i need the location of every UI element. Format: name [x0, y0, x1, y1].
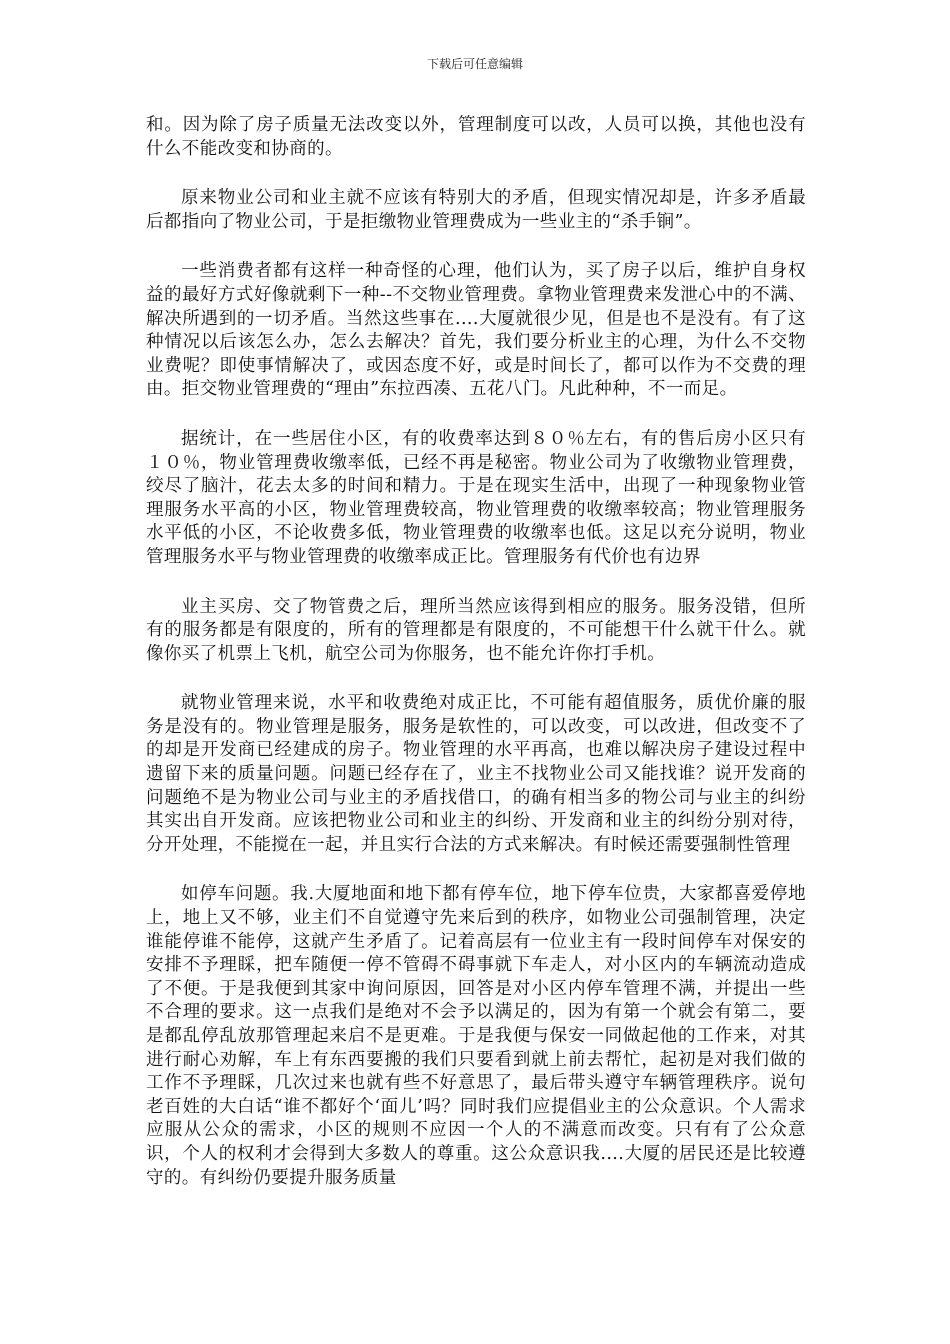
paragraph-consumer-psychology: 一些消费者都有这样一种奇怪的心理，他们认为，买了房子以后，维护自身权益的最好方式好像就剩下一种--不交物业管理费。拿物业管理费来发泄心中的不满、解决所遇到的一切矛盾。当然这些事在....大厦就很少见，但是也不是没有。有了这种情况以后该怎么办，怎么去解决？首先，我们要分析业主的心理，为什么不交物业费呢？即使事情解决了，或因态度不好，或是时间长了，都可以作为不交费的理由。拒交物业管理费的“理由”东拉西凑、五花八门。凡此种种，不一而足。 — [146, 261, 806, 400]
paragraph-parking-issue: 如停车问题。我.大厦地面和地下都有停车位，地下停车位贵，大家都喜爱停地上，地上又不够，业主们不自觉遵守先来后到的秩序，如物业公司强制管理，决定谁能停谁不能停，这就产生矛盾了。记着高层有一位业主有一段时间停车对保安的安排不予理睬，把车随便一停不管碍不碍事就下车走人，对小区内的车辆流动造成了不便。于是我便到其家中询问原因，回答是对小区内停车管理不满，并提出一些不合理的要求。这一点我们是绝对不会予以满足的，因为有第一个就会有第二，要是都乱停乱放那管理起来启不是更难。于是我便与保安一同做起他的工作来，对其进行耐心劝解，车上有东西要搬的我们只要看到就上前去帮忙，起初是对我们做的工作不予理睬，几次过来也就有些不好意思了，最后带头遵守车辆管理秩序。说句老百姓的大白话“谁不都好个‘面儿’吗？同时我们应提倡业主的公众意识。个人需求应服从公众的需求，小区的规则不应因一个人的不满意而改变。只有有了公众意识，个人的权利才会得到大多数人的尊重。这公众意识我....大厦的居民还是比较遵守的。有纠纷仍要提升服务质量 — [146, 884, 806, 1188]
paragraph-service-limits: 业主买房、交了物管费之后，理所当然应该得到相应的服务。服务没错，但所有的服务都是有限度的，所有的管理都是有限度的，不可能想干什么就干什么。就像你买了机票上飞机，航空公司为你服务，也不能允许你打手机。 — [146, 596, 806, 664]
paragraph-continuation: 和。因为除了房子质量无法改变以外，管理制度可以改，人员可以换，其他也没有什么不能改变和协商的。 — [146, 115, 806, 159]
paragraph-statistics: 据统计，在一些居住小区，有的收费率达到８０％左右，有的售后房小区只有１０％，物业管理费收缴率低，已经不再是秘密。物业公司为了收缴物业管理费，绞尽了脑汁，花去太多的时间和精力。于是在现实生活中，出现了一种现象物业管理服务水平高的小区，物业管理费较高，物业管理费的收缴率较高；物业管理服务水平低的小区，不论收费多低，物业管理费的收缴率也低。这足以充分说明，物业管理服务水平与物业管理费的收缴率成正比。管理服务有代价也有边界 — [146, 428, 806, 567]
paragraph-management-quality: 就物业管理来说，水平和收费绝对成正比，不可能有超值服务，质优价廉的服务是没有的。物业管理是服务，服务是软性的，可以改变，可以改进，但改变不了的却是开发商已经建成的房子。物业管理的水平再高，也难以解决房子建设过程中遗留下来的质量问题。问题已经存在了，业主不找物业公司又能找谁？说开发商的问题绝不是为物业公司与业主的矛盾找借口，的确有相当多的物公司与业主的纠纷其实出自开发商。应该把物业公司和业主的纠纷、开发商和业主的纠纷分别对待，分开处理，不能搅在一起，并且实行合法的方式来解决。有时候还需要强制性管理 — [146, 693, 806, 855]
document-body — [146, 114, 806, 1216]
page-header: 下载后可任意编辑 — [426, 57, 523, 71]
paragraph-conflict-origin: 原来物业公司和业主就不应该有特别大的矛盾，但现实情况却是，许多矛盾最后都指向了物业公司，于是拒缴物业管理费成为一些业主的“杀手锏”。 — [146, 188, 806, 232]
